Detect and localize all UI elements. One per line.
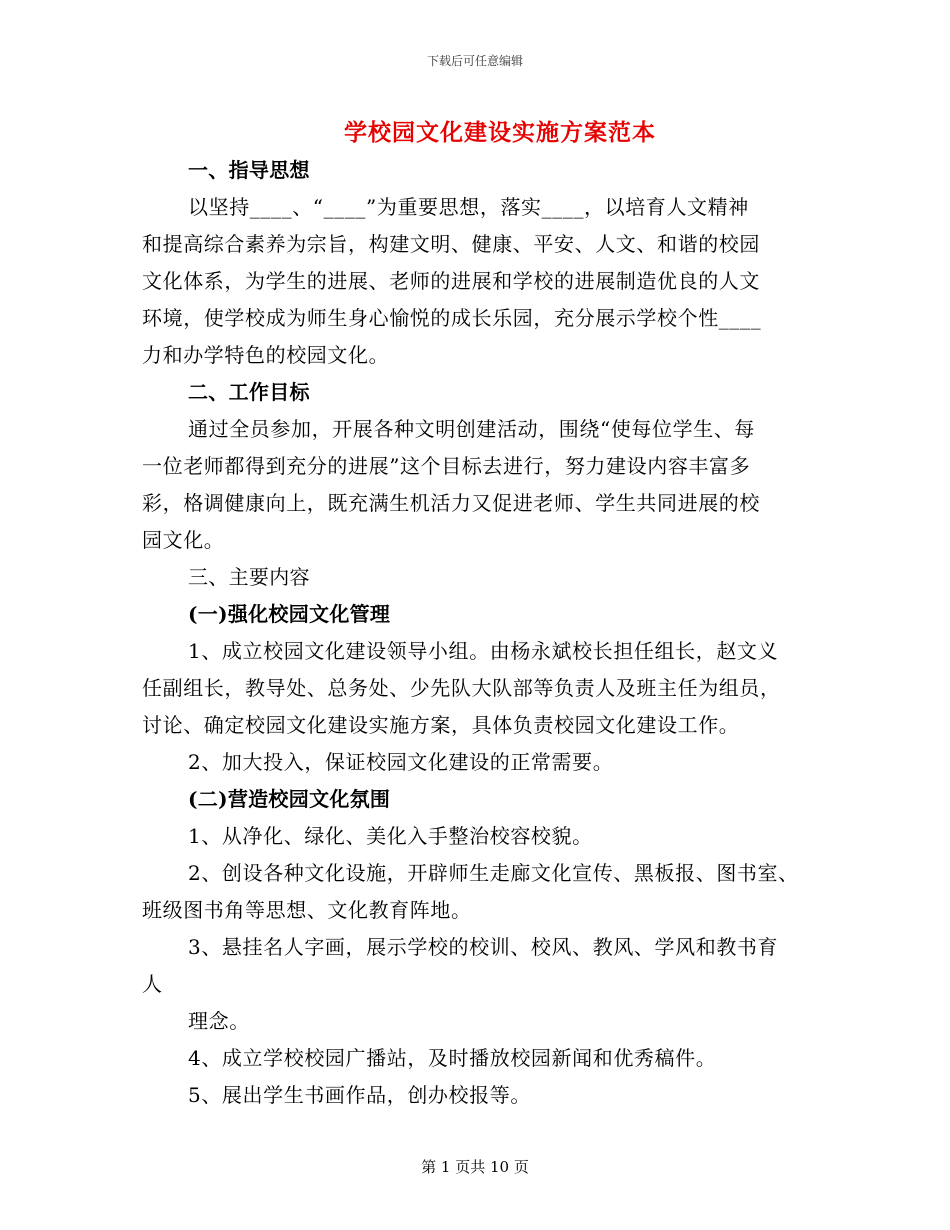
paragraph-line: 园文化。 [142,528,225,552]
document-title: 学校园文化建设实施方案范本 [344,119,656,146]
paragraph-line: 2、加大投入，保证校园文化建设的正常需要。 [188,750,614,774]
paragraph-line: 人 [142,972,163,996]
paragraph-line: 讨论、确定校园文化建设实施方案，具体负责校园文化建设工作。 [142,713,740,737]
paragraph-line: 彩，格调健康向上，既充满生机活力又促进老师、学生共同进展的校 [142,491,760,515]
document-body [142,152,802,1114]
section-heading: 一、指导思想 [188,158,310,182]
paragraph-line: 5、展出学生书画作品，创办校报等。 [188,1083,531,1107]
paragraph-line: 以坚持____、“____”为重要思想，落实____，以培育人文精神 [188,195,749,219]
page-footer: 第 1 页共 10 页 [421,1158,529,1176]
paragraph-line: 1、从净化、绿化、美化入手整治校容校貌。 [188,824,593,848]
paragraph-line: 一位老师都得到充分的进展”这个目标去进行，努力建设内容丰富多 [142,454,751,478]
section-heading: 三、主要内容 [188,565,310,589]
paragraph-line: 3、悬挂名人字画，展示学校的校训、校风、教风、学风和教书育 [188,935,779,959]
paragraph-line: 文化体系，为学生的进展、老师的进展和学校的进展制造优良的人文 [142,269,760,293]
paragraph-line: 和提高综合素养为宗旨，构建文明、健康、平安、人文、和谐的校园 [142,232,760,256]
paragraph-line: 班级图书角等思想、文化教育阵地。 [142,898,472,922]
paragraph-line: 力和办学特色的校园文化。 [142,343,390,367]
paragraph-line: 2、创设各种文化设施，开辟师生走廊文化宣传、黑板报、图书室、 [188,861,799,885]
subsection-heading: (一)强化校园文化管理 [188,602,391,626]
section-heading: 二、工作目标 [188,380,310,404]
paragraph-line: 1、成立校园文化建设领导小组。由杨永斌校长担任组长，赵文义 [188,639,779,663]
paragraph-line: 4、成立学校校园广播站，及时播放校园新闻和优秀稿件。 [188,1046,717,1070]
header-note: 下载后可任意编辑 [426,54,523,68]
subsection-heading: (二)营造校园文化氛围 [188,787,391,811]
paragraph-line: 通过全员参加，开展各种文明创建活动，围绕“使每位学生、每 [188,417,756,441]
paragraph-line: 任副组长，教导处、总务处、少先队大队部等负责人及班主任为组员， [142,676,781,700]
paragraph-line: 环境，使学校成为师生身心愉悦的成长乐园，充分展示学校个性____ [142,306,762,330]
paragraph-line: 理念。 [188,1009,250,1033]
